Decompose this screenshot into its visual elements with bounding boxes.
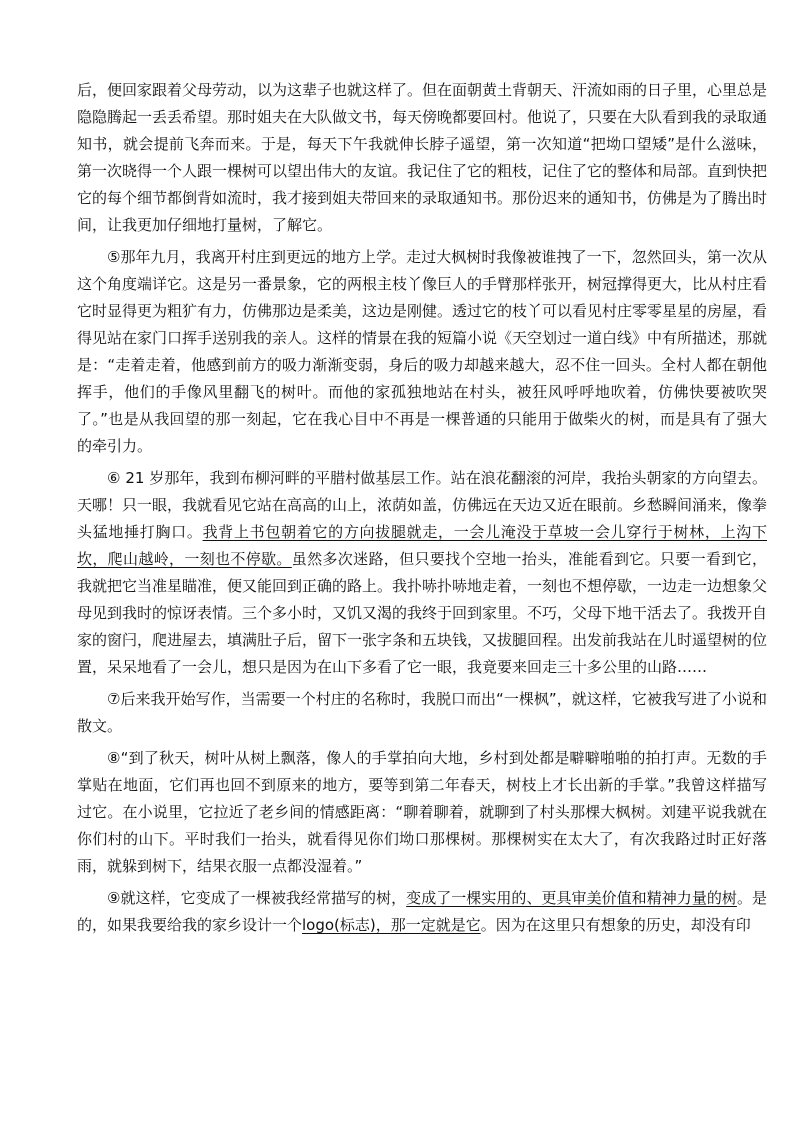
text-segment: ⑤那年九月，我离开村庄到更远的地方上学。走过大枫树时我像被谁拽了一下，忽然回头，第一次从这个角度端详它。这是另一番景象，它的两根主枝丫像巨人的手臂那样张开，树冠撑得更大，比从村庄看它时显得更为粗犷有力，仿佛那边是柔美，这边是刚健。透过它的枝丫可以看见村庄零零星星的房屋，看得见站在家门口挥手送别我的亲人。这样的情景在我的短篇小说《天空划过一道白线》中有所描述，那就是：“走着走着，他感到前方的吸力渐渐变弱，身后的吸力却越来越大，忍不住一回头。全村人都在朝他挥手，他们的手像风里翻飞的树叶。而他的家孤独地站在村头，被狂风呼呼地吹着，仿佛快要被吹哭了。”也是从我回望的那一刻起，它在我心目中不再是一棵普通的只能用于做柴火的树，而是具有了强大的牵引力。 [77,248,768,455]
paragraph-6 [77,885,767,939]
underlined-sentence: 我背上书包朝着它的方向拔腿就走，一会儿淹没于草坡一会儿穿行于树林，上沟下坎，爬山越岭，一刻也不停歇。 [77,523,767,568]
text-segment: ⑨就这样，它变成了一棵被我经常描写的树， [107,889,407,907]
paragraph-4 [77,686,767,740]
underlined-sentence: 变成了一棵实用的、更具审美价值和精神力量的树 [406,889,737,907]
paragraph-3 [77,465,767,681]
text-segment: ⑥ 21 岁那年，我到布柳河畔的平腊村做基层工作。站在浪花翻滚的河岸，我抬头朝家的方向望去。天哪！只一眼，我就看见它站在高高的山上，浓荫如盖，仿佛远在天边又近在眼前。乡愁瞬间涌来，像拳头猛地捶打胸口。 [77,469,768,541]
text-segment: 后，便回家跟着父母劳动，以为这辈子也就这样了。但在面朝黄土背朝天、汗流如雨的日子里，心里总是隐隐腾起一丢丢希望。那时姐夫在大队做文书，每天傍晚都要回村。他说了，只要在大队看到我的录取通知书，就会提前飞奔而来。于是，每天下午我就伸长脖子遥望，第一次知道“把坳口望矮”是什么滋味，第一次晓得一个人跟一棵树可以望出伟大的友谊。我记住了它的粗枝，记住了它的整体和局部。直到快把它的每个细节都倒背如流时，我才接到姐夫带回来的录取通知书。那份迟来的通知书，仿佛是为了腾出时间，让我更加仔细地打量树，了解它。 [77,81,768,234]
text-segment: ⑦后来我开始写作，当需要一个村庄的名称时，我脱口而出“一棵枫”，就这样，它被我写进了小说和散文。 [77,690,767,735]
text-segment: 。是的，如果我要给我的家乡设计一个 [77,889,767,934]
paragraph-1 [77,77,767,239]
text-segment: ⑧“到了秋天，树叶从树上飘落，像人的手掌拍向大地，乡村到处都是噼噼啪啪的拍打声。无数的手掌贴在地面，它们再也回不到原来的地方，要等到第二年春天，树枝上才长出新的手掌。”我曾这样描写过它。在小说里，它拉近了老乡间的情感距离：“聊着聊着，就聊到了村头那棵大枫树。刘建平说我就在你们村的山下。平时我们一抬头，就看得见你们坳口那棵树。那棵树实在太大了，有次我路过时正好落雨，就躲到树下，结果衣服一点都没湿着。” [77,749,767,875]
underlined-sentence: logo(标志)，那一定就是它 [302,916,481,934]
text-segment: 虽然多次迷路，但只要找个空地一抬头，准能看到它。只要一看到它，我就把它当准星瞄准，便又能回到正确的路上。我扑哧扑哧地走着，一刻也不想停歇，一边走一边想象父母见到我时的惊讶表情。三个多小时，又饥又渴的我终于回到家里。不巧，父母下地干活去了。我拨开自家的窗闩，爬进屋去，填满肚子后，留下一张字条和五块钱，又拔腿回程。出发前我站在儿时遥望树的位置，呆呆地看了一会儿，想只是因为在山下多看了它一眼，我竟要来回走三十多公里的山路…… [77,550,768,676]
paragraph-5 [77,745,767,880]
text-segment: 。因为在这里只有想象的历史，却没有印 [480,916,751,934]
paragraph-2 [77,244,767,460]
article-body [77,77,767,944]
